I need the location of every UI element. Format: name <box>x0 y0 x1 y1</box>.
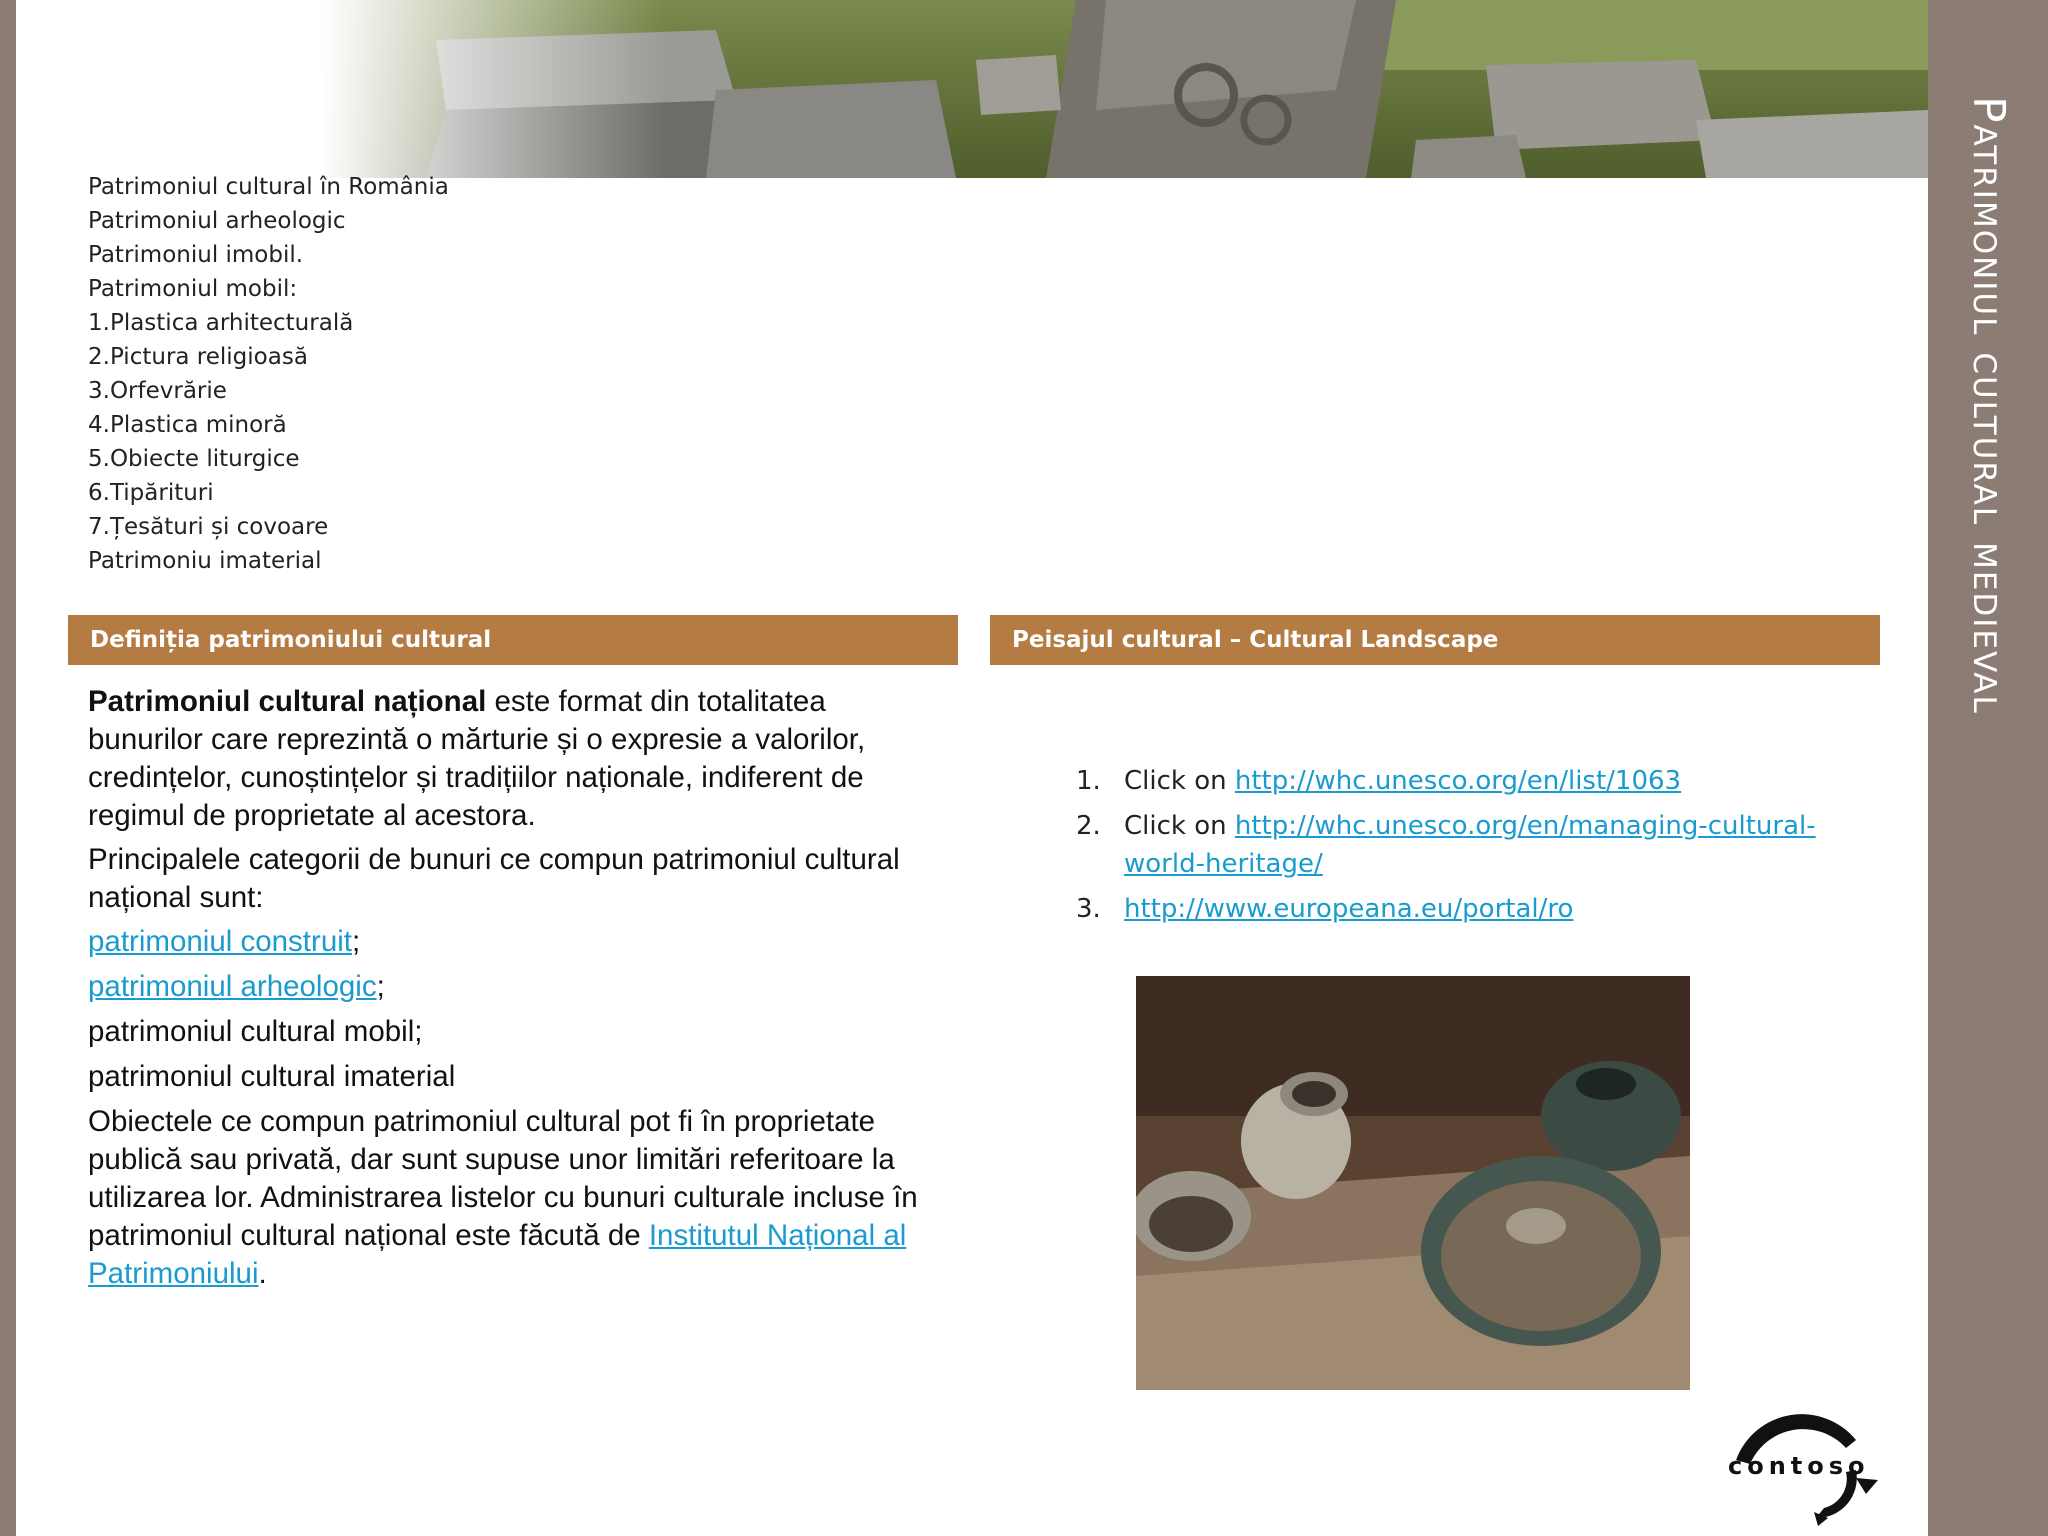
toc-item: 6.Tipărituri <box>88 480 214 506</box>
header-stone-photo <box>16 0 1928 178</box>
category-link-arheologic[interactable]: patrimoniul arheologic <box>88 970 377 1003</box>
toc-item: 1.Plastica arhitecturală <box>88 310 354 336</box>
topics-list <box>88 170 449 578</box>
item-number: 3. <box>1076 894 1101 924</box>
toc-item: Patrimoniul arheologic <box>88 208 346 234</box>
slide-title: Patrimoniul cultural medieval <box>1963 96 2014 715</box>
logo-text: contoso <box>1728 1452 1870 1480</box>
toc-item: 2.Pictura religioasă <box>88 344 308 370</box>
definition-bold-term: Patrimoniul cultural național <box>88 685 487 718</box>
unesco-managing-link[interactable]: http://whc.unesco.org/en/managing-cultural-world-heritage/ <box>1124 811 1816 879</box>
link-list-item <box>1060 807 1820 883</box>
closing-end: . <box>258 1257 267 1290</box>
category-item: patrimoniul cultural mobil; <box>88 1015 423 1048</box>
item-number: 2. <box>1076 811 1101 841</box>
europeana-link[interactable]: http://www.europeana.eu/portal/ro <box>1124 894 1574 924</box>
toc-item: Patrimoniul mobil: <box>88 276 298 302</box>
toc-item: 7.Țesături și covoare <box>88 514 329 540</box>
definition-body <box>88 683 948 1299</box>
toc-item: Patrimoniul cultural în România <box>88 174 449 200</box>
slide <box>16 0 1928 1536</box>
toc-item: 3.Orfevrărie <box>88 378 227 404</box>
toc-item: Patrimoniul imobil. <box>88 242 304 268</box>
link-list-item <box>1060 762 1820 800</box>
closing-paragraph <box>88 1103 948 1293</box>
toc-item: 5.Obiecte liturgice <box>88 446 300 472</box>
link-list-item <box>1060 890 1820 928</box>
vertical-title-bar <box>1928 0 2048 1536</box>
excavation-photo <box>1136 976 1690 1390</box>
unesco-list-link[interactable]: http://whc.unesco.org/en/list/1063 <box>1234 766 1682 796</box>
category-item: patrimoniul cultural imaterial <box>88 1060 456 1093</box>
categories-intro: Principalele categorii de bunuri ce compun patrimoniul cultural național sunt: <box>88 843 900 914</box>
toc-item: 4.Plastica minoră <box>88 412 287 438</box>
category-item <box>88 923 948 961</box>
definition-paragraph <box>88 683 948 835</box>
category-suffix: ; <box>351 925 361 958</box>
closing-text: Obiectele ce compun patrimoniul cultural pot fi în proprietate publică sau privată, dar sunt supuse unor limitări referitoare la utilizarea lor. Administrarea listelor cu bunuri culturale incluse în patrimoniul cultural național este făcută de <box>88 1105 918 1252</box>
category-suffix: ; <box>376 970 385 1003</box>
definition-text: este format din totalitatea bunurilor care reprezintă o mărturie și o expresie a valorilor, credințelor, cunoștințelor și tradițiilor naționale, indiferent de regimul de proprietate al acestora. <box>88 685 866 832</box>
institute-link[interactable]: Institutul Național al Patrimoniului <box>88 1219 907 1290</box>
toc-item: Patrimoniu imaterial <box>88 548 322 574</box>
category-item <box>88 968 948 1006</box>
definition-heading: Definiția patrimoniului cultural <box>68 615 958 665</box>
item-number: 1. <box>1076 766 1101 796</box>
landscape-links <box>1060 762 1820 935</box>
item-prefix: Click on <box>1124 811 1235 841</box>
contoso-logo <box>1706 1400 1906 1530</box>
item-prefix: Click on <box>1124 766 1235 796</box>
landscape-heading: Peisajul cultural – Cultural Landscape <box>990 615 1880 665</box>
category-link-construit[interactable]: patrimoniul construit <box>88 925 352 958</box>
